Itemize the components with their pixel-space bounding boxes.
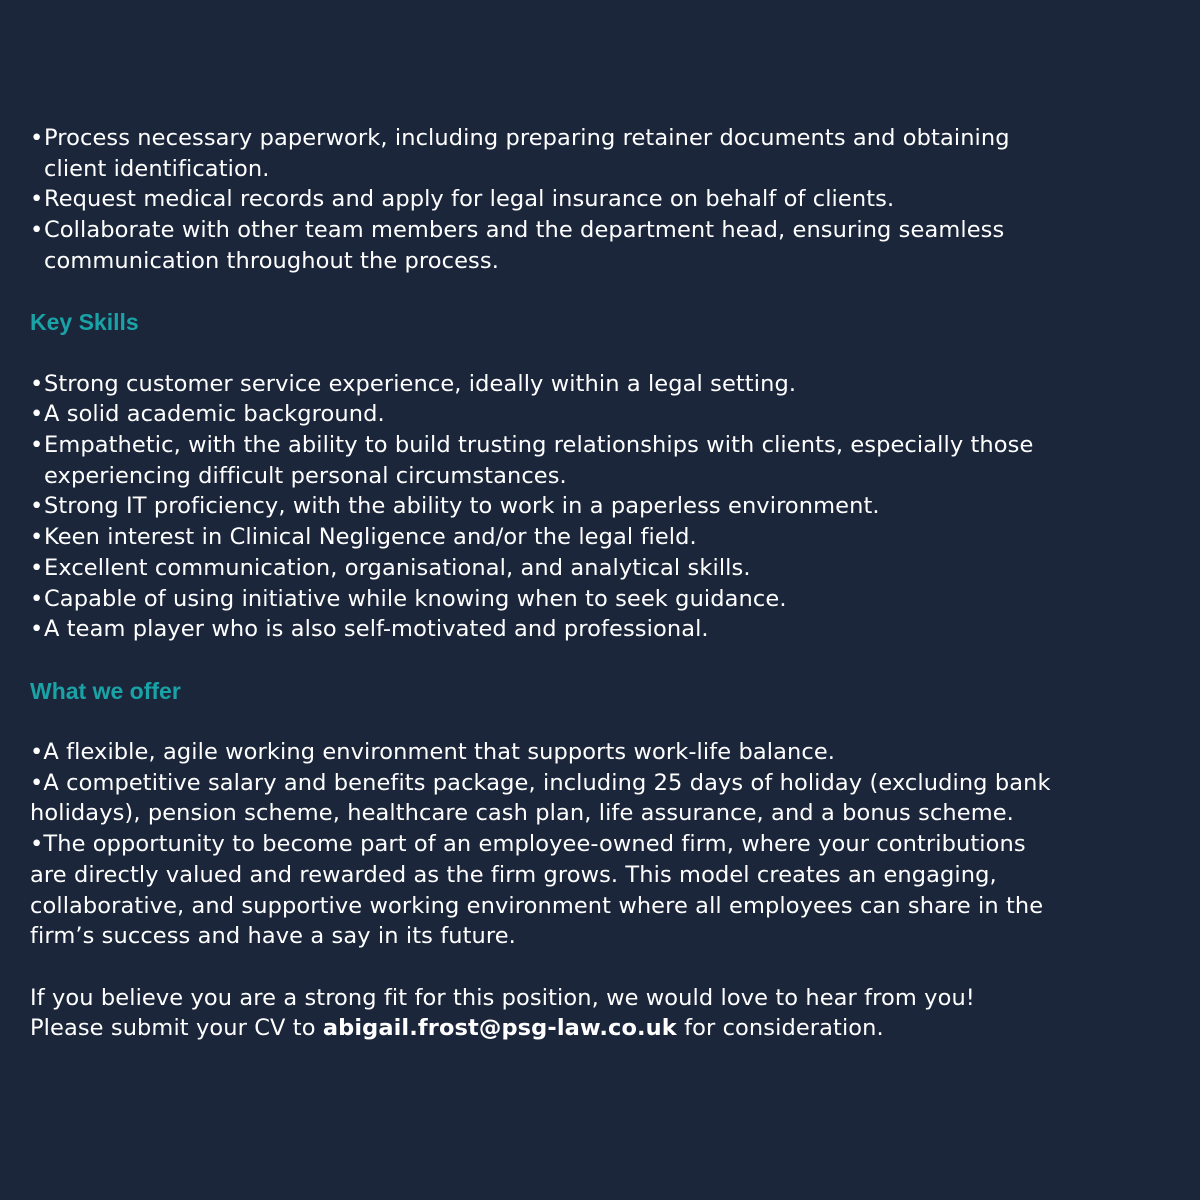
list-item <box>30 522 1170 553</box>
list-item <box>30 768 1170 829</box>
what-we-offer-heading: What we offer <box>30 677 181 704</box>
list-item-line: •A flexible, agile working environment that supports work-life balance. <box>30 739 836 765</box>
responsibilities-list <box>30 123 1170 277</box>
list-item-line: client identification. <box>44 155 270 182</box>
list-item-line: •A competitive salary and benefits package, including 25 days of holiday (excluding bank <box>30 769 1051 796</box>
list-item <box>30 584 1170 615</box>
list-item-line: collaborative, and supportive working environment where all employees can share in the <box>30 892 1044 919</box>
key-skills-heading: Key Skills <box>30 309 139 336</box>
bullet: • <box>30 554 44 581</box>
list-item <box>30 430 1170 491</box>
bullet: • <box>30 616 44 643</box>
bullet: • <box>30 401 44 428</box>
list-item <box>30 215 1170 276</box>
list-item-line: A solid academic background. <box>44 401 385 428</box>
bullet: • <box>30 585 44 612</box>
what-we-offer-list <box>30 737 1170 952</box>
list-item-line: Excellent communication, organisational, and analytical skills. <box>44 554 751 581</box>
closing-line-1: If you believe you are a strong fit for this position, we would love to hear from you! <box>30 984 975 1011</box>
list-item-line: Request medical records and apply for legal insurance on behalf of clients. <box>44 186 895 213</box>
contact-email-link[interactable]: abigail.frost@psg-law.co.uk <box>322 1015 677 1042</box>
list-item <box>30 491 1170 522</box>
list-item-line: are directly valued and rewarded as the firm grows. This model creates an engaging, <box>30 861 997 888</box>
closing-paragraph <box>30 983 1170 1044</box>
list-item-line: Keen interest in Clinical Negligence and/or the legal field. <box>44 524 697 551</box>
list-item <box>30 369 1170 400</box>
list-item-line: Empathetic, with the ability to build trusting relationships with clients, especially those <box>44 432 1034 458</box>
bullet: • <box>30 370 44 397</box>
list-item <box>30 184 1170 215</box>
bullet: • <box>30 186 44 213</box>
bullet: • <box>30 125 44 151</box>
bullet: • <box>30 493 44 520</box>
closing-line-2-suffix: for consideration. <box>676 1015 884 1042</box>
list-item <box>30 737 1170 768</box>
spacer <box>30 952 1170 983</box>
bullet: • <box>30 217 44 244</box>
list-item <box>30 399 1170 430</box>
list-item-line: •The opportunity to become part of an employee-owned firm, where your contributions <box>30 831 1026 858</box>
list-item-line: Collaborate with other team members and the department head, ensuring seamless <box>44 217 1005 244</box>
list-item-line: A team player who is also self-motivated and professional. <box>44 616 709 643</box>
list-item <box>30 829 1170 952</box>
list-item-line: experiencing difficult personal circumstances. <box>44 462 567 489</box>
list-item-line: Strong customer service experience, ideally within a legal setting. <box>44 370 797 397</box>
list-item <box>30 614 1170 645</box>
list-item-line: Strong IT proficiency, with the ability to work in a paperless environment. <box>44 493 880 520</box>
bullet: • <box>30 524 44 551</box>
closing-line-2-prefix: Please submit your CV to <box>30 1015 323 1042</box>
list-item-line: firm’s success and have a say in its future. <box>30 923 516 950</box>
list-item-line: communication throughout the process. <box>44 247 499 274</box>
list-item <box>30 123 1170 184</box>
key-skills-list <box>30 369 1170 645</box>
list-item-line: Process necessary paperwork, including preparing retainer documents and obtaining <box>44 125 1010 151</box>
list-item <box>30 553 1170 584</box>
list-item-line: Capable of using initiative while knowing when to seek guidance. <box>44 585 787 612</box>
bullet: • <box>30 432 44 458</box>
list-item-line: holidays), pension scheme, healthcare cash plan, life assurance, and a bonus scheme. <box>30 800 1014 827</box>
